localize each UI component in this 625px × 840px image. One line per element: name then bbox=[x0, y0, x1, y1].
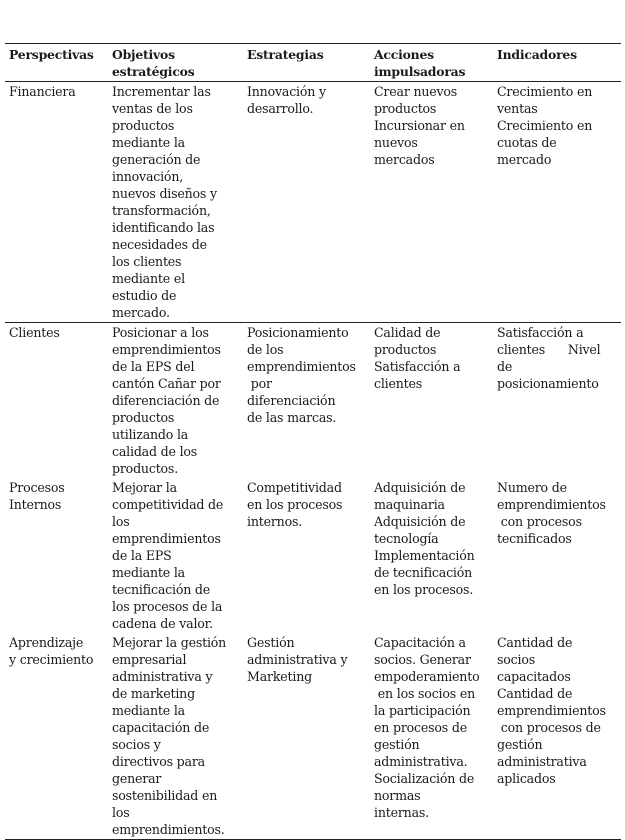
cell-line: identificando las bbox=[112, 220, 215, 235]
cell-line: y crecimiento bbox=[9, 652, 94, 667]
cell-line: nuevos diseños y bbox=[112, 186, 217, 201]
cell-line: Satisfacción a bbox=[497, 325, 584, 340]
cell-line: cadena de valor. bbox=[112, 616, 213, 631]
table-body bbox=[5, 82, 621, 840]
cell-line: Mejorar la bbox=[112, 480, 177, 495]
cell-line: productos bbox=[374, 342, 437, 357]
cell-line: competitividad de bbox=[112, 497, 224, 512]
cell-line: innovación, bbox=[112, 169, 184, 184]
cell-line: los clientes bbox=[112, 254, 182, 269]
cell-line: Acciones bbox=[374, 47, 434, 62]
cell-line: generar bbox=[112, 771, 162, 786]
cell-line: capacitación de bbox=[112, 720, 210, 735]
cell-indicadores bbox=[493, 82, 621, 323]
cell-estrategia bbox=[243, 323, 370, 479]
cell-line: Adquisición de bbox=[374, 480, 466, 495]
cell-line: por bbox=[247, 376, 272, 391]
cell-objetivo bbox=[108, 478, 243, 633]
cell-line: Clientes bbox=[9, 325, 60, 340]
cell-line: en los procesos. bbox=[374, 582, 474, 597]
cell-line: tecnificados bbox=[497, 531, 572, 546]
cell-line: emprendimientos bbox=[112, 342, 221, 357]
cell-line: emprendimientos bbox=[112, 531, 221, 546]
cell-line: Aprendizaje bbox=[9, 635, 84, 650]
cell-line: Calidad de bbox=[374, 325, 441, 340]
header-row bbox=[5, 44, 621, 82]
cell-line: posicionamiento bbox=[497, 376, 599, 391]
cell-line: desarrollo. bbox=[247, 101, 314, 116]
header-estrategias bbox=[243, 44, 370, 82]
cell-perspectiva bbox=[5, 82, 108, 323]
table-row-procesos-internos bbox=[5, 478, 621, 633]
cell-line: calidad de los bbox=[112, 444, 198, 459]
header-perspectivas bbox=[5, 44, 108, 82]
cell-indicadores bbox=[493, 323, 621, 479]
cell-line: directivos para bbox=[112, 754, 205, 769]
cell-line: en procesos de bbox=[374, 720, 467, 735]
cell-line: Mejorar la gestión bbox=[112, 635, 227, 650]
cell-line: Posicionar a los bbox=[112, 325, 209, 340]
cell-acciones bbox=[370, 478, 493, 633]
cell-line: normas bbox=[374, 788, 421, 803]
cell-line: cuotas de bbox=[497, 135, 557, 150]
cell-line: Internos bbox=[9, 497, 62, 512]
cell-line: socios bbox=[497, 652, 535, 667]
cell-line: necesidades de bbox=[112, 237, 207, 252]
cell-line: con procesos bbox=[497, 514, 582, 529]
cell-line: generación de bbox=[112, 152, 201, 167]
cell-line: Adquisición de bbox=[374, 514, 466, 529]
cell-line: mercado. bbox=[112, 305, 170, 320]
cell-line: los bbox=[112, 805, 130, 820]
cell-line: gestión bbox=[497, 737, 543, 752]
cell-line: clientes Nivel bbox=[497, 342, 601, 357]
cell-line: utilizando la bbox=[112, 427, 189, 442]
table-row-aprendizaje bbox=[5, 633, 621, 840]
cell-line: Crecimiento en bbox=[497, 118, 593, 133]
cell-line: tecnificación de bbox=[112, 582, 211, 597]
cell-line: Posicionamiento bbox=[247, 325, 349, 340]
header-objetivos bbox=[108, 44, 243, 82]
header-acciones bbox=[370, 44, 493, 82]
cell-line: gestión bbox=[374, 737, 420, 752]
cell-indicadores bbox=[493, 633, 621, 840]
cell-line: diferenciación bbox=[247, 393, 336, 408]
cell-line: mercado bbox=[497, 152, 552, 167]
cell-line: empresarial bbox=[112, 652, 187, 667]
cell-line: Incrementar las bbox=[112, 84, 211, 99]
cell-line: administrativa bbox=[497, 754, 587, 769]
cell-line: productos bbox=[374, 101, 437, 116]
cell-line: de marketing bbox=[112, 686, 195, 701]
cell-line: clientes bbox=[374, 376, 423, 391]
cell-line: emprendimientos bbox=[497, 497, 606, 512]
cell-line: productos bbox=[112, 118, 175, 133]
cell-line: impulsadoras bbox=[374, 64, 466, 79]
cell-line: administrativa. bbox=[374, 754, 468, 769]
cell-acciones bbox=[370, 82, 493, 323]
cell-perspectiva bbox=[5, 478, 108, 633]
cell-indicadores bbox=[493, 478, 621, 633]
table-row-financiera bbox=[5, 82, 621, 323]
cell-line: de la EPS bbox=[112, 548, 172, 563]
strategy-table bbox=[5, 43, 621, 840]
cell-line: Indicadores bbox=[497, 47, 577, 62]
cell-line: nuevos bbox=[374, 135, 418, 150]
cell-estrategia bbox=[243, 82, 370, 323]
cell-acciones bbox=[370, 633, 493, 840]
table-header bbox=[5, 44, 621, 82]
cell-line: mediante la bbox=[112, 565, 185, 580]
table-row-clientes bbox=[5, 323, 621, 479]
cell-line: mercados bbox=[374, 152, 435, 167]
cell-estrategia bbox=[243, 478, 370, 633]
cell-line: la participación bbox=[374, 703, 471, 718]
cell-line: Satisfacción a bbox=[374, 359, 461, 374]
cell-line: Capacitación a bbox=[374, 635, 466, 650]
cell-line: con procesos de bbox=[497, 720, 601, 735]
cell-line: empoderamiento bbox=[374, 669, 480, 684]
cell-line: Estrategias bbox=[247, 47, 324, 62]
cell-line: Implementación bbox=[374, 548, 475, 563]
cell-line: capacitados bbox=[497, 669, 571, 684]
cell-line: Crear nuevos bbox=[374, 84, 458, 99]
cell-line: emprendimientos. bbox=[112, 822, 225, 837]
cell-objetivo bbox=[108, 323, 243, 479]
cell-line: mediante la bbox=[112, 135, 185, 150]
cell-objetivo bbox=[108, 633, 243, 840]
cell-line: administrativa y bbox=[112, 669, 213, 684]
cell-line: tecnología bbox=[374, 531, 439, 546]
cell-line: de bbox=[497, 359, 513, 374]
cell-line: Cantidad de bbox=[497, 686, 573, 701]
cell-line: ventas de los bbox=[112, 101, 193, 116]
cell-line: de tecnificación bbox=[374, 565, 473, 580]
cell-line: en los socios en bbox=[374, 686, 475, 701]
cell-estrategia bbox=[243, 633, 370, 840]
cell-line: maquinaria bbox=[374, 497, 445, 512]
cell-line: transformación, bbox=[112, 203, 211, 218]
cell-line: Socialización de bbox=[374, 771, 475, 786]
cell-line: Crecimiento en bbox=[497, 84, 593, 99]
cell-line: los procesos de la bbox=[112, 599, 223, 614]
cell-line: administrativa y bbox=[247, 652, 348, 667]
cell-line: Innovación y bbox=[247, 84, 326, 99]
cell-line: Cantidad de bbox=[497, 635, 573, 650]
cell-line: internas. bbox=[374, 805, 429, 820]
cell-line: internos. bbox=[247, 514, 303, 529]
cell-line: sostenibilidad en bbox=[112, 788, 218, 803]
cell-line: en los procesos bbox=[247, 497, 343, 512]
cell-line: ventas bbox=[497, 101, 538, 116]
cell-line: Incursionar en bbox=[374, 118, 465, 133]
cell-line: Procesos bbox=[9, 480, 65, 495]
cell-objetivo bbox=[108, 82, 243, 323]
cell-line: estudio de bbox=[112, 288, 177, 303]
cell-line: socios y bbox=[112, 737, 161, 752]
cell-line: Perspectivas bbox=[9, 47, 94, 62]
cell-line: cantón Cañar por bbox=[112, 376, 221, 391]
header-indicadores bbox=[493, 44, 621, 82]
cell-perspectiva bbox=[5, 323, 108, 479]
cell-perspectiva bbox=[5, 633, 108, 840]
cell-line: mediante la bbox=[112, 703, 185, 718]
cell-line: estratégicos bbox=[112, 64, 195, 79]
cell-line: Numero de bbox=[497, 480, 567, 495]
cell-line: Competitividad bbox=[247, 480, 342, 495]
cell-line: diferenciación de bbox=[112, 393, 220, 408]
cell-line: Gestión bbox=[247, 635, 295, 650]
cell-line: Financiera bbox=[9, 84, 76, 99]
cell-line: aplicados bbox=[497, 771, 556, 786]
cell-line: emprendimientos bbox=[497, 703, 606, 718]
cell-line: emprendimientos bbox=[247, 359, 356, 374]
cell-acciones bbox=[370, 323, 493, 479]
cell-line: productos bbox=[112, 410, 175, 425]
cell-line: de las marcas. bbox=[247, 410, 337, 425]
cell-line: los bbox=[112, 514, 130, 529]
cell-line: mediante el bbox=[112, 271, 185, 286]
cell-line: Marketing bbox=[247, 669, 312, 684]
cell-line: socios. Generar bbox=[374, 652, 471, 667]
cell-line: productos. bbox=[112, 461, 178, 476]
cell-line: de la EPS del bbox=[112, 359, 195, 374]
cell-line: Objetivos bbox=[112, 47, 175, 62]
cell-line: de los bbox=[247, 342, 284, 357]
